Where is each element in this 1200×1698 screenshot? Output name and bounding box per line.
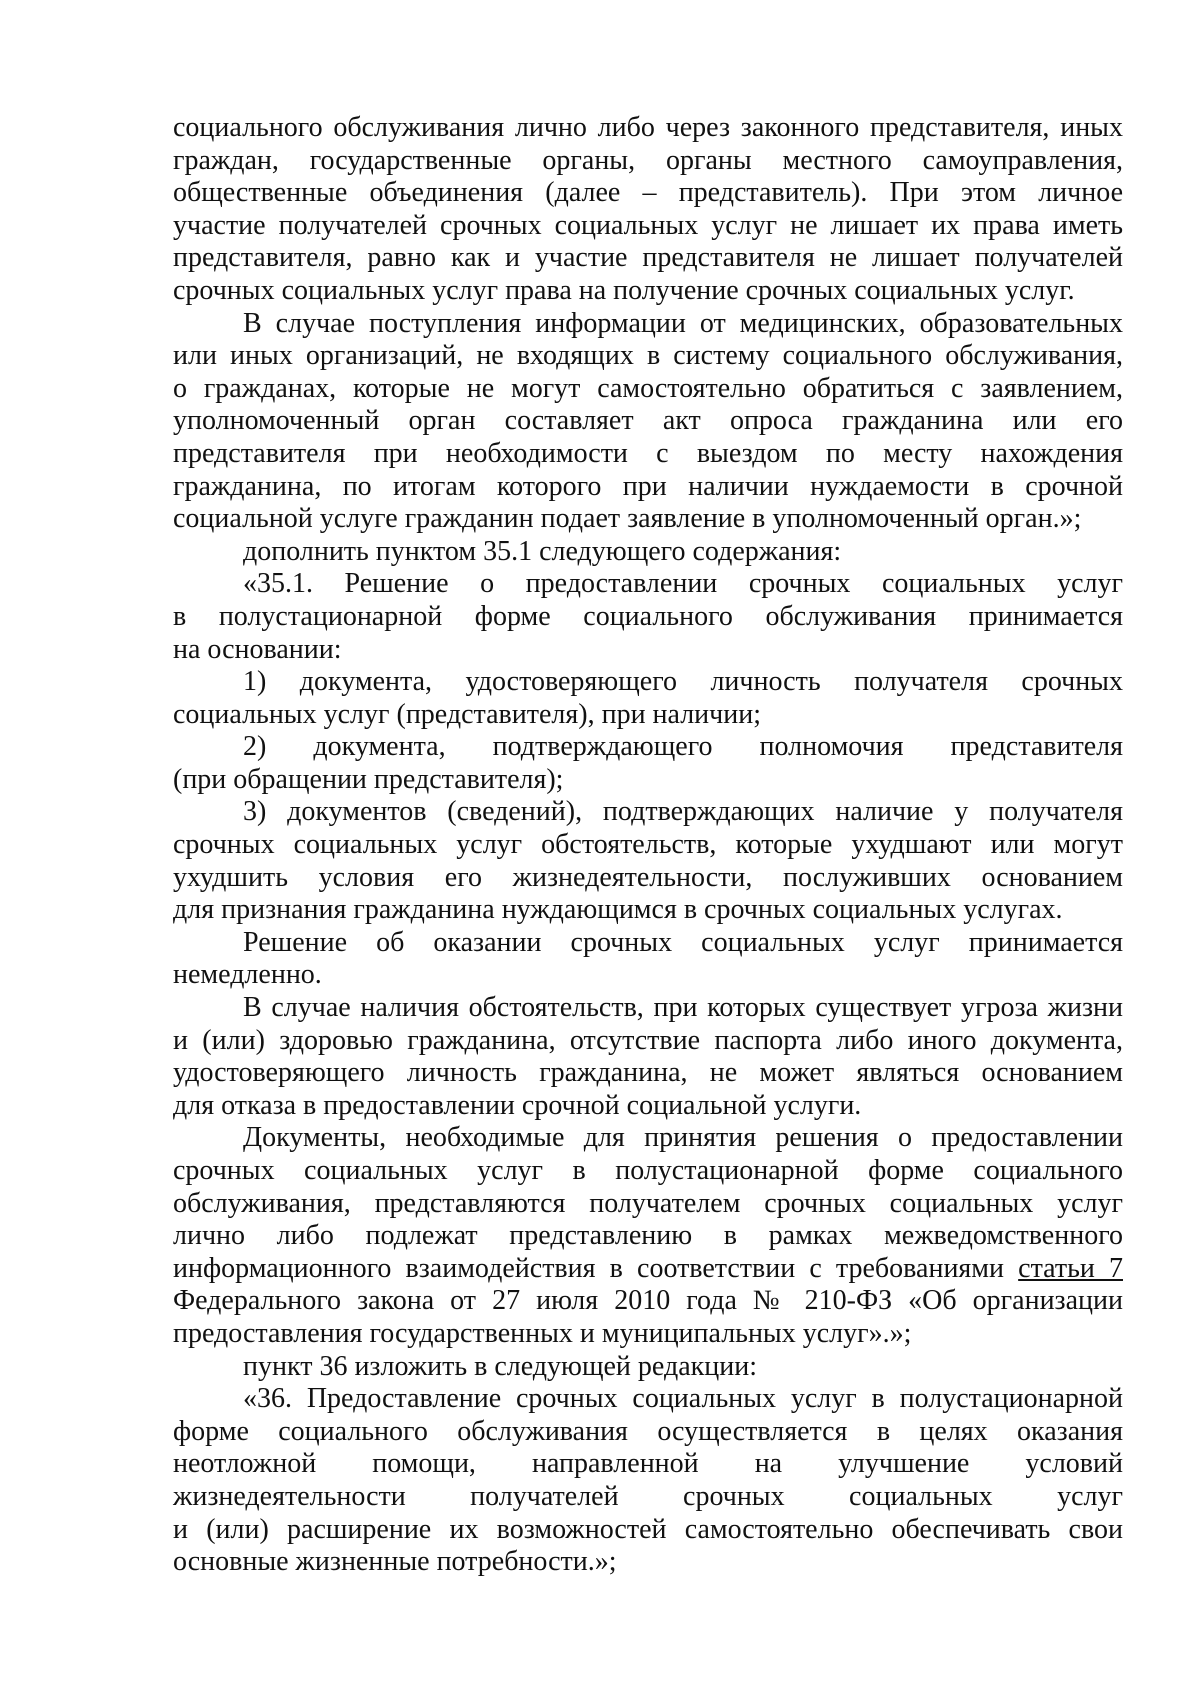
law-article-link[interactable]: статьи 7 (1018, 1252, 1123, 1284)
text-line-content: «35.1. Решение о предоставлении срочных социальных услуг (243, 568, 1123, 600)
text-line-content: 1) документа, удостоверяющего личность получателя срочных (243, 666, 1123, 698)
text-line-content: граждан, государственные органы, органы местного самоуправления, (173, 144, 1123, 176)
text-line (173, 666, 1123, 699)
text-line (173, 242, 1123, 275)
text-line-content: обслуживания, представляются получателем срочных социальных услуг (173, 1187, 1123, 1219)
text-line (173, 764, 1123, 797)
text-line (173, 1122, 1123, 1155)
text-line-content: информационного взаимодействия в соответствии с требованиями (173, 1252, 1005, 1284)
text-line (173, 1416, 1123, 1449)
text-line (173, 1285, 1123, 1318)
text-line-content: пункт 36 изложить в следующей редакции: (243, 1350, 757, 1382)
text-line-content: и (или) здоровью гражданина, отсутствие паспорта либо иного документа, (173, 1024, 1123, 1056)
text-line (173, 340, 1123, 373)
text-line-content: 2) документа, подтверждающего полномочия представителя (243, 731, 1123, 763)
text-line-content: В случае поступления информации от медицинских, образовательных (243, 307, 1123, 339)
text-line (173, 731, 1123, 764)
text-line (173, 112, 1123, 145)
text-line (173, 1514, 1123, 1547)
text-line (173, 1188, 1123, 1221)
text-line-content: неотложной помощи, направленной на улучшение условий (173, 1448, 1123, 1480)
text-line (173, 959, 1123, 992)
text-line-content: форме социального обслуживания осуществляется в целях оказания (173, 1415, 1123, 1447)
text-line (173, 796, 1123, 829)
text-line (173, 927, 1123, 960)
text-line-content: общественные объединения (далее – представитель). При этом личное (173, 177, 1123, 209)
text-line (173, 634, 1123, 667)
text-line (173, 210, 1123, 243)
text-line (173, 1351, 1123, 1384)
text-line (173, 438, 1123, 471)
text-line-content: представителя при необходимости с выездом по месту нахождения (173, 437, 1123, 469)
text-line-content: для отказа в предоставлении срочной социальной услуги. (173, 1089, 862, 1121)
text-line-content: гражданина, по итогам которого при наличии нуждаемости в срочной (173, 470, 1123, 502)
text-line (173, 405, 1123, 438)
text-line-content: или иных организаций, не входящих в систему социального обслуживания, (173, 340, 1123, 372)
text-line (173, 275, 1123, 308)
text-line-content: Федерального закона от 27 июля 2010 года № 210-ФЗ «Об организации (173, 1285, 1123, 1317)
text-line-content: социального обслуживания лично либо через законного представителя, иных (173, 112, 1123, 143)
text-line-content: социальной услуге гражданин подает заявление в уполномоченный орган.»; (173, 503, 1082, 535)
text-line (173, 373, 1123, 406)
text-line (173, 145, 1123, 178)
text-line (173, 894, 1123, 927)
text-line-content: ухудшить условия его жизнедеятельности, послуживших основанием (173, 861, 1123, 893)
text-line-content: дополнить пунктом 35.1 следующего содержания: (243, 535, 842, 567)
text-line-content: «36. Предоставление срочных социальных услуг в полустационарной (243, 1383, 1123, 1415)
text-line (173, 601, 1123, 634)
text-line (173, 471, 1123, 504)
text-line-content: уполномоченный орган составляет акт опроса гражданина или его (173, 405, 1123, 437)
text-line (173, 503, 1123, 536)
text-line-content: лично либо подлежат представлению в рамках межведомственного (173, 1220, 1123, 1252)
text-line-content: Решение об оказании срочных социальных услуг принимается (243, 926, 1123, 958)
text-line (173, 308, 1123, 341)
text-line-content: социальных услуг (представителя), при наличии; (173, 698, 761, 730)
text-line-content: Документы, необходимые для принятия решения о предоставлении (243, 1122, 1123, 1154)
text-line (173, 1383, 1123, 1416)
text-line (173, 177, 1123, 210)
text-line-content: на основании: (173, 633, 342, 665)
text-line-content: предоставления государственных и муниципальных услуг».»; (173, 1317, 912, 1349)
text-line (173, 1318, 1123, 1351)
text-line-content: и (или) расширение их возможностей самостоятельно обеспечивать свои (173, 1513, 1123, 1545)
text-line-content: срочных социальных услуг обстоятельств, которые ухудшают или могут (173, 829, 1123, 861)
text-line-content: удостоверяющего личность гражданина, не может являться основанием (173, 1057, 1123, 1089)
text-line (173, 992, 1123, 1025)
text-line-content: основные жизненные потребности.»; (173, 1546, 617, 1578)
text-line (173, 1253, 1123, 1286)
text-line-content: в полустационарной форме социального обслуживания принимается (173, 600, 1123, 632)
text-line-content: представителя, равно как и участие представителя не лишает получателей (173, 242, 1123, 274)
document-page (173, 112, 1123, 1579)
text-line (173, 1057, 1123, 1090)
text-line-content: для признания гражданина нуждающимся в срочных социальных услугах. (173, 894, 1063, 926)
text-line-content: срочных социальных услуг права на получение срочных социальных услуг. (173, 274, 1075, 306)
text-line-content: о гражданах, которые не могут самостоятельно обратиться с заявлением, (173, 372, 1123, 404)
text-line-content: немедленно. (173, 959, 322, 991)
text-line-content: жизнедеятельности получателей срочных социальных услуг (173, 1480, 1123, 1512)
text-line (173, 536, 1123, 569)
text-line (173, 1481, 1123, 1514)
text-line (173, 862, 1123, 895)
text-line (173, 1155, 1123, 1188)
text-line-content: (при обращении представителя); (173, 763, 564, 795)
text-line (173, 699, 1123, 732)
text-line (173, 829, 1123, 862)
text-line (173, 1546, 1123, 1579)
text-line (173, 568, 1123, 601)
text-line-content: участие получателей срочных социальных услуг не лишает их права иметь (173, 209, 1123, 241)
text-line (173, 1448, 1123, 1481)
text-line-content: срочных социальных услуг в полустационарной форме социального (173, 1155, 1123, 1186)
text-line (173, 1025, 1123, 1058)
text-line-content: 3) документов (сведений), подтверждающих наличие у получателя (243, 796, 1123, 828)
text-line-content: В случае наличия обстоятельств, при которых существует угроза жизни (243, 992, 1123, 1024)
text-line (173, 1090, 1123, 1123)
text-line (173, 1220, 1123, 1253)
